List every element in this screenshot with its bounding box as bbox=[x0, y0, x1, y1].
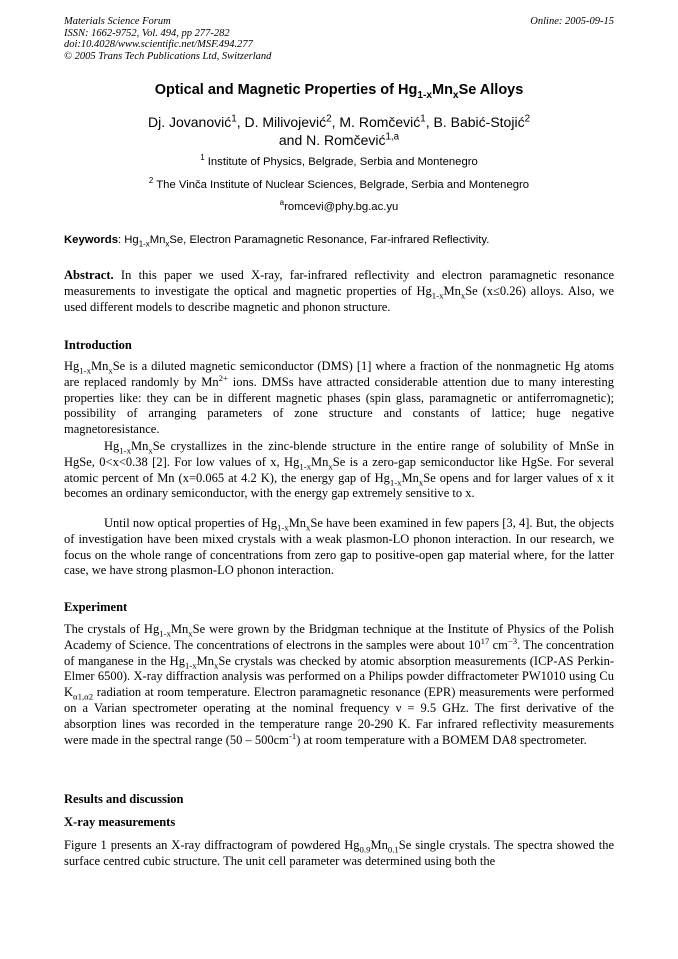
author-line-2: and N. Romčević$^{1,a}$ bbox=[278, 131, 400, 148]
copyright-line: © 2005 Trans Tech Publications Ltd, Switzerland bbox=[64, 50, 272, 62]
subsection-heading-xray: X-ray measurements bbox=[64, 815, 176, 829]
journal-name: Materials Science Forum bbox=[64, 16, 171, 27]
doi-line: doi:10.4028/www.scientific.net/MSF.494.277 bbox=[64, 39, 253, 51]
abstract: Abstract. In this paper we used X-ray, far-infrared reflectivity and electron paramagnetic resonance measurements to investigate the optical and magnetic properties of $Hg_{1-x}Mn_xSe$ (x≤0.26) alloys. Also, we used different models to describe magnetic and phonon structure. bbox=[64, 268, 614, 314]
experiment-paragraph: The crystals of $Hg_{1-x}Mn_xSe$ were grown by the Bridgman technique at the Institute of Physics of the Polish Academy of Science. The concentrations of electrons in the samples were about $10^{17}$ $cm^{-3}$. The concentration of manganese in the $Hg_{1-x}Mn_xSe$ crystals was checked by atomic absorption measurements (ICP-AS Perkin-Elmer 6500). X-ray diffraction analysis was performed on a Philips powder diffractometer PW1010 using Cu $K_{\alpha 1,\alpha 2}$ radiation at room temperature. Electron paramagnetic resonance (EPR) measurements were performed on a Varian spectrometer operating at the nominal frequency ν = 9.5 GHz. The first derivative of the absorption lines was recorded in the temperature range 20-290 K. Far infrared reflectivity measurements were made in the spectral range $(50 - 500cm^{-1})$ at room temperature with a BOMEM DA8 spectrometer. bbox=[64, 622, 615, 747]
intro-paragraph-3: Until now optical properties of $Hg_{1-x}Mn_xSe$ have been examined in few papers [3, 4]. But, the objects of investigation have been mixed crystals with a weak plasmon-LO phonon interaction. In our research, we focus on the whole range of concentrations from zero gap to positive-open gap material where, for the latter case, we have strong plasmon-LO phonon interaction. bbox=[64, 516, 614, 578]
issn-line: ISSN: 1662-9752, Vol. 494, pp 277-282 bbox=[64, 27, 230, 39]
author-list bbox=[64, 113, 614, 149]
affiliation-1: $^1$ Institute of Physics, Belgrade, Serbia and Montenegro bbox=[200, 153, 478, 168]
author-line-1: Dj. Jovanović$^1$, D. Milivojević$^2$, M. Romčević$^1$, B. Babić-Stojić$^2$ bbox=[147, 113, 531, 130]
section-heading-introduction: Introduction bbox=[64, 338, 132, 352]
intro-paragraph-2: $Hg_{1-x}Mn_xSe$ crystallizes in the zinc-blende structure in the entire range of solubility of MnSe in HgSe, 0<x<0.38 [2]. For low values of x, $Hg_{1-x}Mn_xSe$ is a zero-gap semiconductor like HgSe. For several atomic percent of Mn (x=0.065 at 4.2 K), the energy gap of $Hg_{1-x}Mn_xSe$ opens and for larger values of x it becomes an ordinary semiconductor, with the energy gap extremely sensitive to x. bbox=[64, 439, 614, 501]
paper-title: Optical and Magnetic Properties of $Hg_{1-x}Mn_xSe$ Alloys bbox=[154, 82, 524, 101]
online-date: Online: 2005-09-15 bbox=[530, 16, 614, 27]
results-paragraph: Figure 1 presents an X-ray diffractogram of powdered $Hg_{0.9}Mn_{0.1}Se$ single crystals. The spectra showed the surface centred cubic structure. The unit cell parameter was determined using both the bbox=[64, 838, 614, 868]
section-heading-experiment: Experiment bbox=[64, 600, 128, 614]
keywords: Keywords: $Hg_{1-x}Mn_xSe$, Electron Paramagnetic Resonance, Far-infrared Reflectivity. bbox=[64, 234, 490, 249]
intro-paragraph-1: $Hg_{1-x}Mn_xSe$ is a diluted magnetic semiconductor (DMS) [1] where a fraction of the nonmagnetic Hg atoms are replaced randomly by $Mn^{2+}$ ions. DMSs have attracted considerable attention due to many interesting properties like: they can be in different magnetic phases (spin glass, paramagnetic or antiferromagnetic); possibility of arranging parameters of zone structure and constants of lattice; huge negative magnetoresistance. bbox=[64, 359, 614, 437]
journal-header bbox=[64, 16, 271, 62]
section-heading-results: Results and discussion bbox=[64, 792, 184, 806]
affiliation-2: $^2$ The Vinča Institute of Nuclear Sciences, Belgrade, Serbia and Montenegro bbox=[148, 176, 530, 191]
contact-email: $^a$romcevi@phy.bg.ac.yu bbox=[279, 198, 399, 213]
